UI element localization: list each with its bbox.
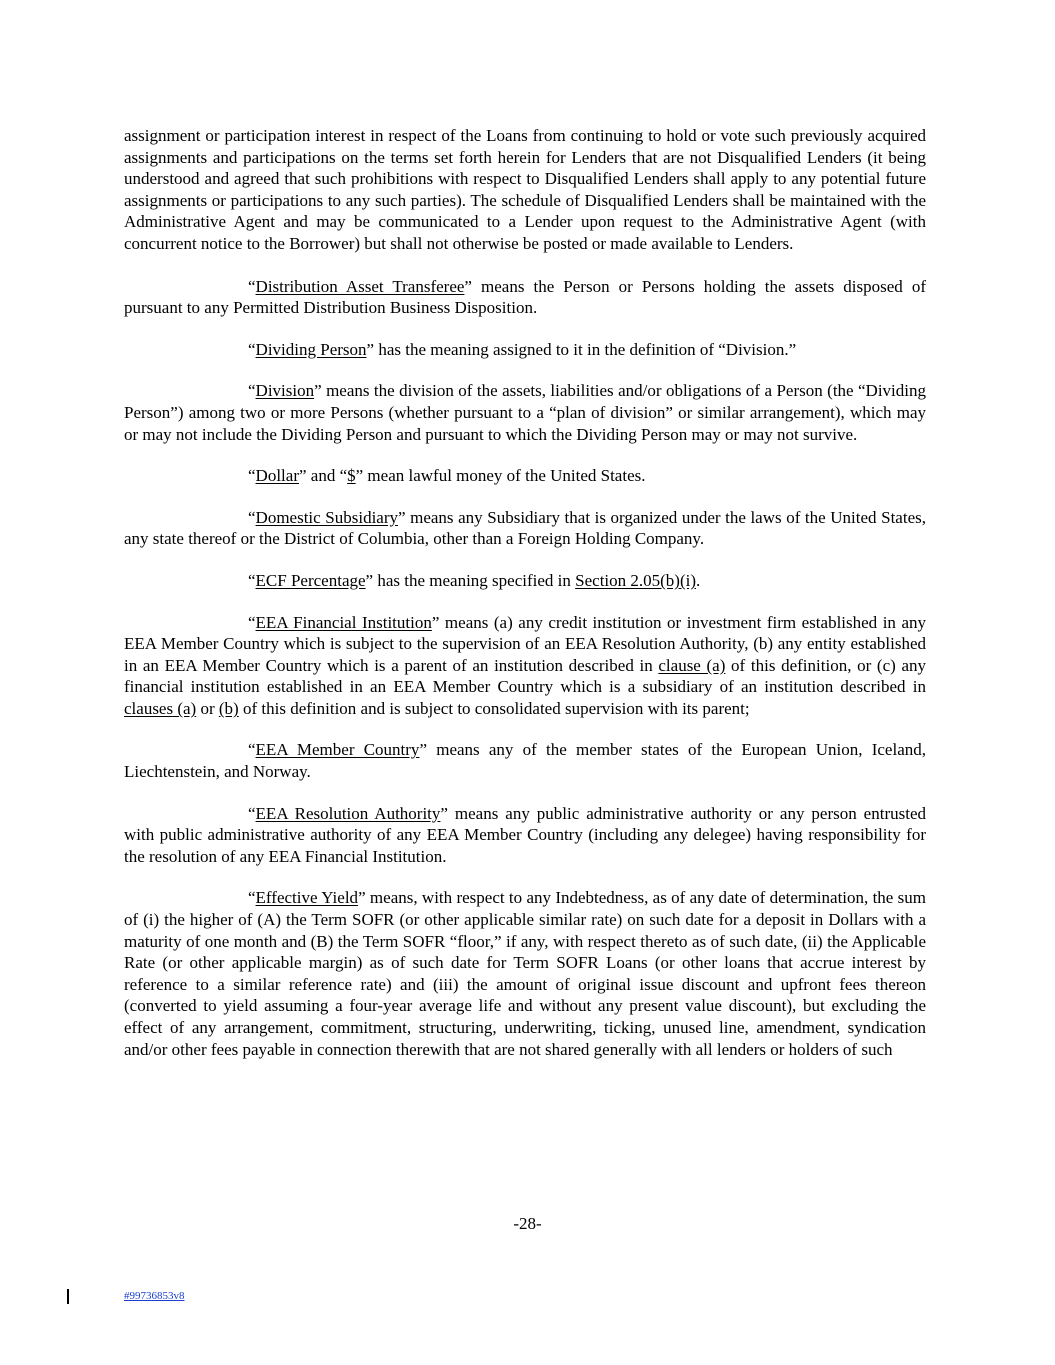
defined-term: Dollar bbox=[255, 466, 299, 486]
defined-term: EEA Member Country bbox=[255, 740, 420, 760]
definition-dividing-person bbox=[124, 339, 926, 361]
defined-term: Division bbox=[255, 381, 315, 401]
revision-change-bar bbox=[67, 1289, 69, 1304]
defined-term: EEA Financial Institution bbox=[255, 612, 432, 632]
open-quote: “ bbox=[248, 803, 256, 823]
document-id-link[interactable]: #99736853v8 bbox=[124, 1290, 185, 1302]
section-reference: Section 2.05(b)(i) bbox=[575, 570, 697, 590]
definition-text: ” means (a) any credit institution or investment firm established in any EEA Member Country which is subject to the supervision of an EEA Resolution Authority, (b) any entity established in an EEA Member Country which is a parent of an institution described in bbox=[124, 612, 926, 675]
definition-text: ” has the meaning assigned to it in the definition of “Division.” bbox=[366, 339, 797, 359]
definition-text: ” mean lawful money of the United States. bbox=[355, 466, 646, 486]
definition-text: ” means any of the member states of the European Union, Iceland, Liechtenstein, and Norway. bbox=[124, 740, 926, 782]
definition-text: ” means, with respect to any Indebtedness, as of any date of determination, the sum of (i) the higher of (A) the Term SOFR (or other applicable similar rate) on such date for a deposit in Dollars with a maturity of one month and (B) the Term SOFR “floor,” if any, with respect thereto as of such date, (ii) the Applicable Rate (or other applicable margin) as of such date for Term SOFR Loans (or other loans that accrue interest by reference to a similar reference rate) and (iii) the amount of original issue discount and upfront fees thereon (converted to yield assuming a four-year average life and without any present value discount), but excluding the effect of any arrangement, commitment, structuring, underwriting, ticking, unused line, amendment, syndication and/or other fees payable in connection therewith that are not shared generally with all lenders or holders of such bbox=[124, 888, 927, 1059]
defined-term: Domestic Subsidiary bbox=[255, 507, 398, 527]
paragraph-continuation: assignment or participation interest in respect of the Loans from continuing to hold or vote such previously acquired assignments and participations on the terms set forth herein for Lenders that are not Disqualified Lenders (it being understood and agreed that such prohibitions with respect to Disqualified Lenders shall apply to any potential future assignments or participations to any such parties). The schedule of Disqualified Lenders shall be maintained with the Administrative Agent and may be communicated to a Lender upon request to the Administrative Agent (with concurrent notice to the Borrower) but shall not otherwise be posted or made available to Lenders. bbox=[124, 126, 926, 253]
page-number: -28- bbox=[513, 1214, 542, 1233]
definition-eea-member-country bbox=[124, 739, 926, 782]
definition-eea-resolution-authority bbox=[124, 803, 926, 868]
open-quote: “ bbox=[248, 740, 256, 760]
open-quote: “ bbox=[248, 381, 256, 401]
clause-reference: (b) bbox=[218, 698, 239, 718]
definition-text: ” and “ bbox=[298, 466, 348, 486]
open-quote: “ bbox=[248, 466, 256, 486]
definition-domestic-subsidiary bbox=[124, 507, 926, 550]
defined-term: $ bbox=[347, 466, 356, 486]
definition-effective-yield bbox=[124, 887, 926, 1060]
definition-dollar bbox=[124, 465, 926, 487]
open-quote: “ bbox=[248, 888, 256, 908]
definition-ecf-percentage bbox=[124, 570, 926, 592]
defined-term: Effective Yield bbox=[255, 888, 359, 908]
defined-term: EEA Resolution Authority bbox=[255, 803, 441, 823]
definition-text: ” has the meaning specified in bbox=[365, 570, 576, 590]
open-quote: “ bbox=[248, 339, 256, 359]
definition-text: ” means the division of the assets, liabilities and/or obligations of a Person (the “Dividing Person”) among two or more Persons (whether pursuant to a “plan of division” or similar arrangement), which may or may not include the Dividing Person and pursuant to which the Dividing Person may or may not survive. bbox=[124, 381, 926, 444]
open-quote: “ bbox=[248, 507, 256, 527]
definition-division bbox=[124, 380, 926, 445]
definition-text: . bbox=[696, 570, 701, 590]
definition-text: ” means any public administrative authority or any person entrusted with public administrative authority of any EEA Member Country (including any delegee) having responsibility for the resolution of any EEA Financial Institution. bbox=[124, 803, 926, 866]
definition-distribution-asset-transferee bbox=[124, 276, 926, 319]
definition-eea-financial-institution bbox=[124, 612, 926, 720]
clause-reference: clauses (a) bbox=[124, 698, 197, 718]
defined-term: Distribution Asset Transferee bbox=[255, 276, 465, 296]
definition-text: ” means the Person or Persons holding the assets disposed of pursuant to any Permitted Distribution Business Disposition. bbox=[124, 276, 926, 318]
definition-text: or bbox=[196, 698, 219, 718]
definition-text: of this definition and is subject to consolidated supervision with its parent; bbox=[238, 698, 750, 718]
definition-text: of this definition, or (c) any financial institution established in an EEA Member Country which is a subsidiary of an institution described in bbox=[124, 655, 927, 697]
clause-reference: clause (a) bbox=[658, 655, 726, 675]
open-quote: “ bbox=[248, 570, 256, 590]
open-quote: “ bbox=[248, 276, 256, 296]
open-quote: “ bbox=[248, 612, 256, 632]
document-body bbox=[124, 125, 926, 1080]
defined-term: ECF Percentage bbox=[255, 570, 366, 590]
definition-text: ” means any Subsidiary that is organized under the laws of the United States, any state thereof or the District of Columbia, other than a Foreign Holding Company. bbox=[124, 507, 926, 549]
defined-term: Dividing Person bbox=[255, 339, 367, 359]
